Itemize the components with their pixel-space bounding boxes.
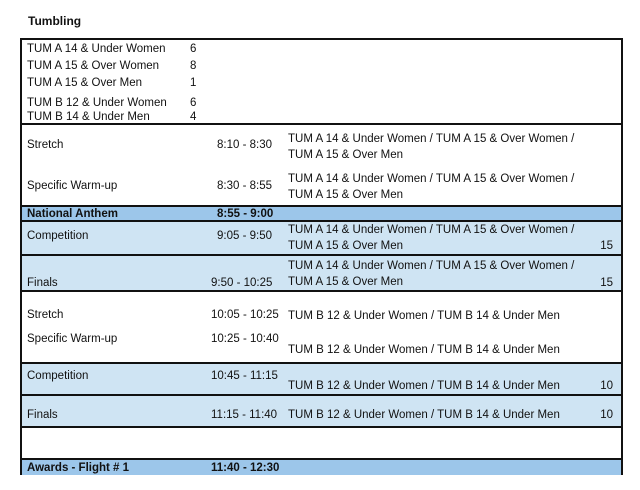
group-count: 8 [190,60,197,72]
group-name: TUM B 12 & Under Women [27,97,167,109]
group-name: TUM A 15 & Over Women [27,60,160,72]
event-name: Finals [27,409,58,421]
schedule-row [22,362,621,396]
event-groups: TUM B 12 & Under Women / TUM B 14 & Under Men [288,310,560,322]
schedule-row [22,222,621,256]
event-count: 15 [600,277,613,289]
schedule-row [22,127,621,167]
event-time: 9:50 - 10:25 [211,277,273,289]
empty-row [22,428,621,458]
group-count: 6 [190,43,197,55]
schedule-row [22,256,621,292]
event-time: 9:05 - 9:50 [217,230,272,242]
event-name: National Anthem [27,208,118,220]
event-name: Competition [27,370,89,382]
group-name: TUM B 14 & Under Men [27,111,150,123]
event-count: 10 [600,380,613,392]
event-name: Awards - Flight # 1 [27,462,130,474]
event-groups: TUM B 12 & Under Women / TUM B 14 & Under Men [288,409,560,421]
group-name: TUM A 14 & Under Women [27,43,166,55]
event-groups: TUM A 14 & Under Women / TUM A 15 & Over Women / TUM A 15 & Over Men [288,173,575,201]
schedule-row [22,324,621,362]
schedule-row [22,167,621,207]
event-count: 10 [600,409,613,421]
event-name: Competition [27,230,89,242]
group-count: 4 [190,111,197,123]
schedule-row-highlight [22,205,621,222]
event-name: Stretch [27,309,64,321]
event-groups: TUM B 12 & Under Women / TUM B 14 & Under Men [288,380,560,392]
event-time: 11:15 - 11:40 [211,409,278,421]
schedule-row [22,396,621,428]
schedule-table [20,38,623,475]
schedule-row [22,294,621,324]
event-count: 15 [600,240,613,252]
event-groups: TUM A 14 & Under Women / TUM A 15 & Over Women / TUM A 15 & Over Men [288,224,575,252]
event-time: 10:25 - 10:40 [211,333,279,345]
event-name: Specific Warm-up [27,180,118,192]
event-time: 10:45 - 11:15 [211,370,278,382]
group-counts-block [22,40,621,125]
event-time: 8:30 - 8:55 [217,180,272,192]
event-time: 8:55 - 9:00 [217,208,274,220]
event-time: 8:10 - 8:30 [217,139,272,151]
event-name: Specific Warm-up [27,333,118,345]
event-time: 11:40 - 12:30 [211,462,280,474]
event-groups: TUM A 14 & Under Women / TUM A 15 & Over Women / TUM A 15 & Over Men [288,133,575,161]
event-groups: TUM A 14 & Under Women / TUM A 15 & Over Women / TUM A 15 & Over Men [288,260,575,288]
group-name: TUM A 15 & Over Men [27,77,143,89]
page-title: Tumbling [28,14,82,28]
group-count: 6 [190,97,197,109]
schedule-row-highlight [22,458,621,475]
event-time: 10:05 - 10:25 [211,309,279,321]
event-name: Stretch [27,139,64,151]
group-count: 1 [190,77,197,89]
event-name: Finals [27,277,58,289]
event-groups: TUM B 12 & Under Women / TUM B 14 & Under Men [288,344,560,356]
